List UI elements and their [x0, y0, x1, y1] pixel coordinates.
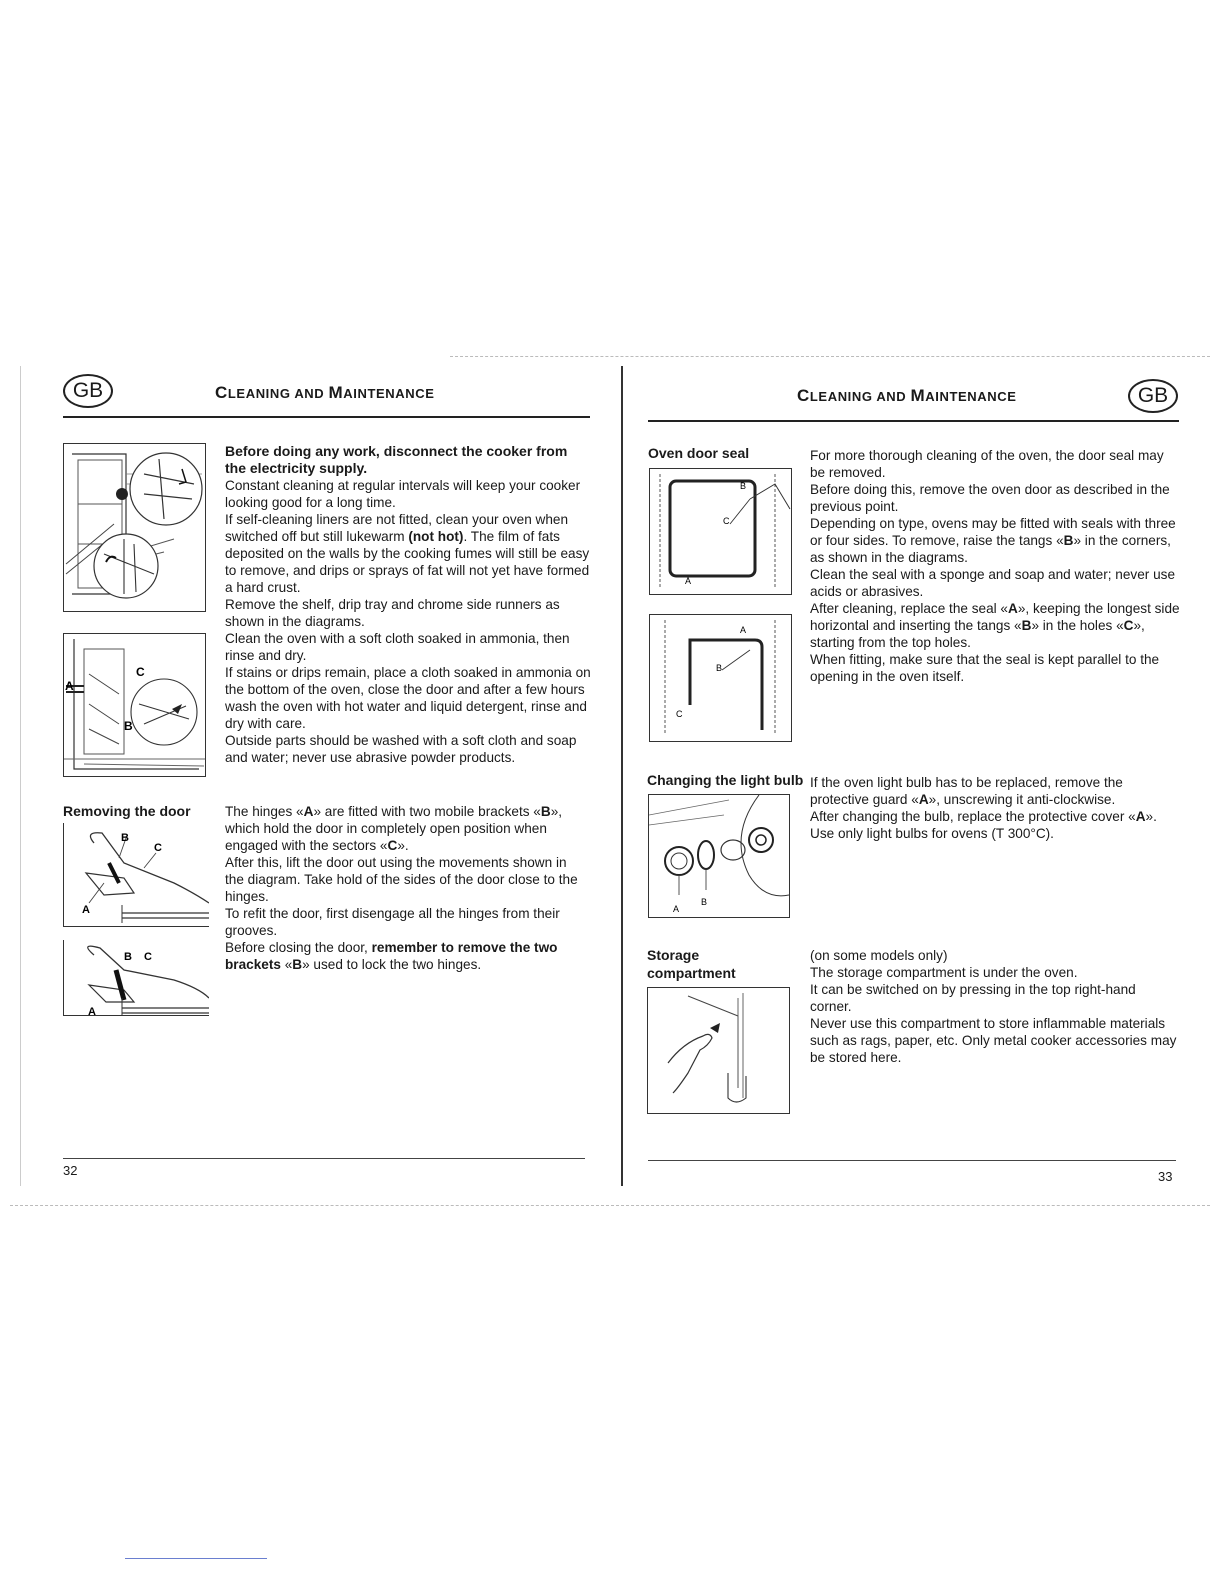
- light-bulb-text: [810, 774, 1180, 842]
- fig-label-c: C: [136, 665, 145, 679]
- fig-label-b: B: [124, 719, 133, 733]
- fig-label-b: B: [121, 832, 129, 844]
- hinge-diagram-open: [63, 823, 209, 927]
- removing-door-heading: Removing the door: [63, 803, 191, 819]
- paragraph-ammonia: Clean the oven with a soft cloth soaked in ammonia, then rinse and dry.: [225, 631, 570, 663]
- paragraph-bulb-type: Use only light bulbs for ovens (T 300°C).: [810, 826, 1054, 841]
- fig-label-c: C: [723, 516, 730, 526]
- left-edge-mark: [20, 366, 21, 1186]
- side-runners-diagram: [63, 633, 206, 777]
- paragraph-remove-door-first: Before doing this, remove the oven door as described in the previous point.: [810, 482, 1170, 514]
- paragraph-some-models: (on some models only): [810, 948, 948, 963]
- storage-heading: Storage compartment: [647, 947, 736, 981]
- paragraph-refit-door: To refit the door, first disengage all the hinges from their grooves.: [225, 906, 560, 938]
- paragraph-remove-shelf: Remove the shelf, drip tray and chrome side runners as shown in the diagrams.: [225, 597, 560, 629]
- left-page-title: CLEANING AND MAINTENANCE: [215, 383, 435, 402]
- paragraph-self-cleaning: If self-cleaning liners are not fitted, clean your oven when switched off but still lukewarm (not hot). The film of fats deposited on the walls by the cooking fumes will still be easy to remove, and drips or sprays of fat will not yet have formed a hard crust.: [225, 512, 590, 595]
- paragraph-switch-on: It can be switched on by pressing in the top right-hand corner.: [810, 982, 1136, 1014]
- paragraph-hinges: The hinges «A» are fitted with two mobile brackets «B», which hold the door in completely open position when engaged with the sectors «C».: [225, 804, 563, 853]
- fig-label-a: A: [65, 679, 74, 693]
- door-seal-diagram-1: [649, 468, 792, 595]
- light-bulb-heading: Changing the light bulb: [647, 772, 804, 788]
- paragraph-outside-parts: Outside parts should be washed with a soft cloth and soap and water; never use abrasive powder products.: [225, 733, 577, 765]
- oven-door-seal-text: [810, 447, 1180, 685]
- cleaning-intro-text: [225, 443, 591, 766]
- paragraph-seal-removed: For more thorough cleaning of the oven, the door seal may be removed.: [810, 448, 1164, 480]
- page-number-left: 32: [63, 1163, 78, 1178]
- fig-label-c: C: [676, 709, 683, 719]
- oven-door-seal-heading: Oven door seal: [648, 445, 750, 461]
- paragraph-replace-cover: After changing the bulb, replace the protective cover «A».: [810, 809, 1157, 824]
- fig-label-a: A: [685, 576, 692, 586]
- scan-edge-bottom: [10, 1205, 1210, 1206]
- fig-label-a: A: [673, 904, 680, 914]
- hinge-diagram-locked: [63, 940, 209, 1016]
- fig-label-b: B: [124, 951, 132, 963]
- fig-label-b: B: [716, 663, 723, 673]
- fig-label-b: B: [701, 897, 708, 907]
- page-number-right: 33: [1158, 1169, 1173, 1184]
- left-title-rule: [63, 416, 590, 418]
- center-fold-line: [621, 366, 623, 1186]
- storage-text: [810, 947, 1180, 1066]
- door-seal-diagram-2: [649, 614, 792, 742]
- storage-compartment-diagram: [647, 987, 790, 1114]
- paragraph-remove-guard: If the oven light bulb has to be replaced, remove the protective guard «A», unscrewing it anti-clockwise.: [810, 775, 1123, 807]
- gb-badge-right: GB: [1128, 379, 1178, 413]
- fig-label-a: A: [82, 904, 90, 916]
- removing-door-text: [225, 803, 589, 973]
- paragraph-replace-seal: After cleaning, replace the seal «A», keeping the longest side horizontal and inserting the tangs «B» in the holes «C», starting from the top holes.: [810, 601, 1180, 650]
- scan-link-underline: [125, 1558, 267, 1559]
- paragraph-clean-seal: Clean the seal with a sponge and soap and water; never use acids or abrasives.: [810, 567, 1176, 599]
- right-page-title: CLEANING AND MAINTENANCE: [797, 386, 1017, 405]
- gb-badge-left: GB: [63, 374, 113, 408]
- fig-label-c: C: [144, 951, 152, 963]
- right-footer-rule: [648, 1160, 1176, 1161]
- paragraph-no-inflammables: Never use this compartment to store inflammable materials such as rags, paper, etc. Only metal cooker accessories may be stored here.: [810, 1016, 1177, 1065]
- fig-label-c: C: [154, 842, 162, 854]
- paragraph-stains: If stains or drips remain, place a cloth soaked in ammonia on the bottom of the oven, close the door and after a few hours wash the oven with hot water and liquid detergent, rinse and dry with care.: [225, 665, 591, 731]
- oven-shelf-diagram: [63, 443, 206, 612]
- paragraph-regular-cleaning: Constant cleaning at regular intervals will keep your cooker looking good for a long time.: [225, 478, 581, 510]
- paragraph-seal-types: Depending on type, ovens may be fitted with seals with three or four sides. To remove, raise the tangs «B» in the corners, as shown in the diagrams.: [810, 516, 1176, 565]
- right-title-rule: [648, 420, 1179, 422]
- paragraph-lift-door: After this, lift the door out using the movements shown in the diagram. Take hold of the sides of the door close to the hinges.: [225, 855, 578, 904]
- safety-warning: Before doing any work, disconnect the cooker from the electricity supply.: [225, 443, 568, 476]
- fig-label-a: A: [740, 625, 747, 635]
- paragraph-remove-brackets: Before closing the door, remember to remove the two brackets «B» used to lock the two hinges.: [225, 940, 558, 972]
- fig-label-b: B: [740, 481, 747, 491]
- left-footer-rule: [63, 1158, 585, 1159]
- fig-label-a: A: [88, 1006, 96, 1015]
- scan-edge-top: [450, 356, 1210, 357]
- paragraph-under-oven: The storage compartment is under the oven.: [810, 965, 1078, 980]
- paragraph-seal-parallel: When fitting, make sure that the seal is kept parallel to the opening in the oven itself.: [810, 652, 1160, 684]
- light-bulb-diagram: [648, 794, 790, 918]
